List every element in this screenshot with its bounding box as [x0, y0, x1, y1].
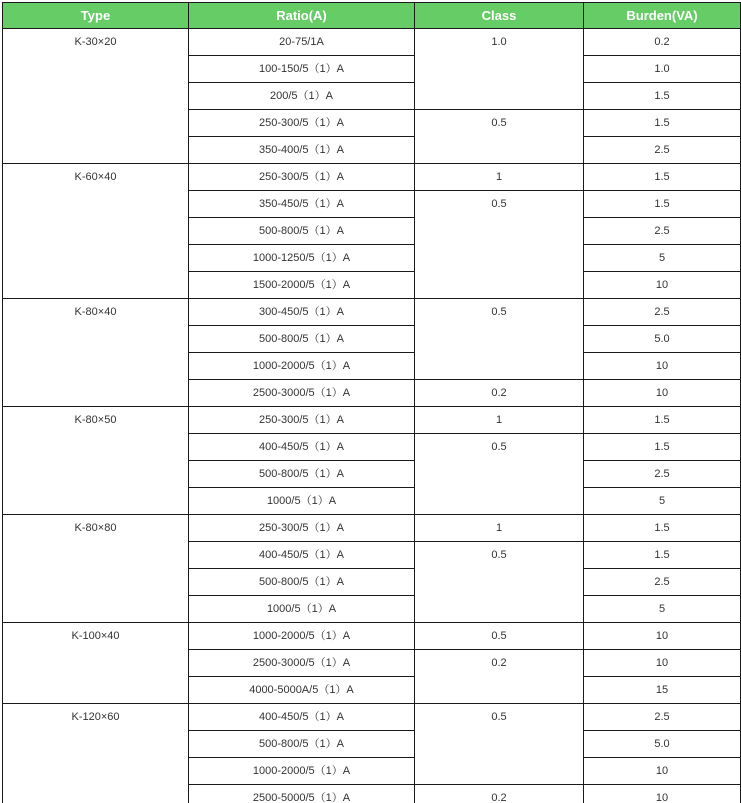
class-cell: 1 [415, 515, 584, 542]
burden-cell: 5 [584, 488, 741, 515]
header-class: Class [415, 3, 584, 29]
ratio-cell: 20-75/1A [189, 29, 415, 56]
burden-cell: 1.5 [584, 542, 741, 569]
ratio-cell: 500-800/5（1）A [189, 461, 415, 488]
ratio-cell: 4000-5000A/5（1）A [189, 677, 415, 704]
burden-cell: 0.2 [584, 29, 741, 56]
type-cell: K-80×50 [3, 407, 189, 515]
burden-cell: 10 [584, 758, 741, 785]
burden-cell: 2.5 [584, 569, 741, 596]
burden-cell: 10 [584, 380, 741, 407]
ratio-cell: 400-450/5（1）A [189, 434, 415, 461]
class-cell: 0.2 [415, 380, 584, 407]
ratio-cell: 250-300/5（1）A [189, 407, 415, 434]
ratio-cell: 2500-3000/5（1）A [189, 650, 415, 677]
class-cell: 0.5 [415, 434, 584, 515]
type-cell: K-80×80 [3, 515, 189, 623]
class-cell: 0.5 [415, 623, 584, 650]
header-burden: Burden(VA) [584, 3, 741, 29]
ratio-cell: 2500-3000/5（1）A [189, 380, 415, 407]
burden-cell: 10 [584, 353, 741, 380]
burden-cell: 15 [584, 677, 741, 704]
ratio-cell: 400-450/5（1）A [189, 704, 415, 731]
burden-cell: 2.5 [584, 299, 741, 326]
burden-cell: 1.5 [584, 164, 741, 191]
class-cell: 0.2 [415, 785, 584, 803]
burden-cell: 1.5 [584, 515, 741, 542]
table-row [3, 407, 741, 434]
table-row [3, 623, 741, 650]
header-ratio: Ratio(A) [189, 3, 415, 29]
burden-cell: 1.5 [584, 83, 741, 110]
ratio-cell: 1000/5（1）A [189, 596, 415, 623]
ratio-cell: 250-300/5（1）A [189, 515, 415, 542]
ratio-cell: 2500-5000/5（1）A [189, 785, 415, 803]
type-cell: K-100×40 [3, 623, 189, 704]
burden-cell: 1.5 [584, 110, 741, 137]
burden-cell: 10 [584, 272, 741, 299]
ratio-cell: 1000-2000/5（1）A [189, 353, 415, 380]
type-cell: K-60×40 [3, 164, 189, 299]
table-row [3, 704, 741, 731]
class-cell: 1.0 [415, 29, 584, 110]
table-row [3, 515, 741, 542]
burden-cell: 10 [584, 623, 741, 650]
class-cell: 0.5 [415, 110, 584, 164]
ratio-cell: 500-800/5（1）A [189, 569, 415, 596]
table-row [3, 164, 741, 191]
ratio-cell: 400-450/5（1）A [189, 542, 415, 569]
burden-cell: 2.5 [584, 137, 741, 164]
ratio-cell: 1000-2000/5（1）A [189, 758, 415, 785]
header-type: Type [3, 3, 189, 29]
ratio-cell: 350-400/5（1）A [189, 137, 415, 164]
ratio-cell: 100-150/5（1）A [189, 56, 415, 83]
specification-table [2, 2, 741, 803]
burden-cell: 5.0 [584, 326, 741, 353]
burden-cell: 10 [584, 785, 741, 803]
burden-cell: 1.0 [584, 56, 741, 83]
table-row [3, 29, 741, 56]
burden-cell: 1.5 [584, 407, 741, 434]
header-row [3, 3, 741, 29]
burden-cell: 10 [584, 650, 741, 677]
ratio-cell: 350-450/5（1）A [189, 191, 415, 218]
ratio-cell: 500-800/5（1）A [189, 326, 415, 353]
type-cell: K-80×40 [3, 299, 189, 407]
ratio-cell: 250-300/5（1）A [189, 164, 415, 191]
burden-cell: 1.5 [584, 191, 741, 218]
burden-cell: 2.5 [584, 218, 741, 245]
class-cell: 0.5 [415, 299, 584, 380]
ratio-cell: 300-450/5（1）A [189, 299, 415, 326]
burden-cell: 2.5 [584, 461, 741, 488]
ratio-cell: 1000-1250/5（1）A [189, 245, 415, 272]
ratio-cell: 500-800/5（1）A [189, 731, 415, 758]
table-body [3, 29, 741, 803]
ratio-cell: 250-300/5（1）A [189, 110, 415, 137]
class-cell: 0.2 [415, 650, 584, 704]
ratio-cell: 1500-2000/5（1）A [189, 272, 415, 299]
table-row [3, 299, 741, 326]
class-cell: 0.5 [415, 542, 584, 623]
class-cell: 1 [415, 164, 584, 191]
ratio-cell: 1000/5（1）A [189, 488, 415, 515]
burden-cell: 5.0 [584, 731, 741, 758]
class-cell: 0.5 [415, 191, 584, 299]
burden-cell: 5 [584, 245, 741, 272]
ratio-cell: 200/5（1）A [189, 83, 415, 110]
ratio-cell: 1000-2000/5（1）A [189, 623, 415, 650]
burden-cell: 5 [584, 596, 741, 623]
class-cell: 0.5 [415, 704, 584, 785]
burden-cell: 1.5 [584, 434, 741, 461]
type-cell: K-30×20 [3, 29, 189, 164]
ratio-cell: 500-800/5（1）A [189, 218, 415, 245]
burden-cell: 2.5 [584, 704, 741, 731]
type-cell: K-120×60 [3, 704, 189, 803]
class-cell: 1 [415, 407, 584, 434]
